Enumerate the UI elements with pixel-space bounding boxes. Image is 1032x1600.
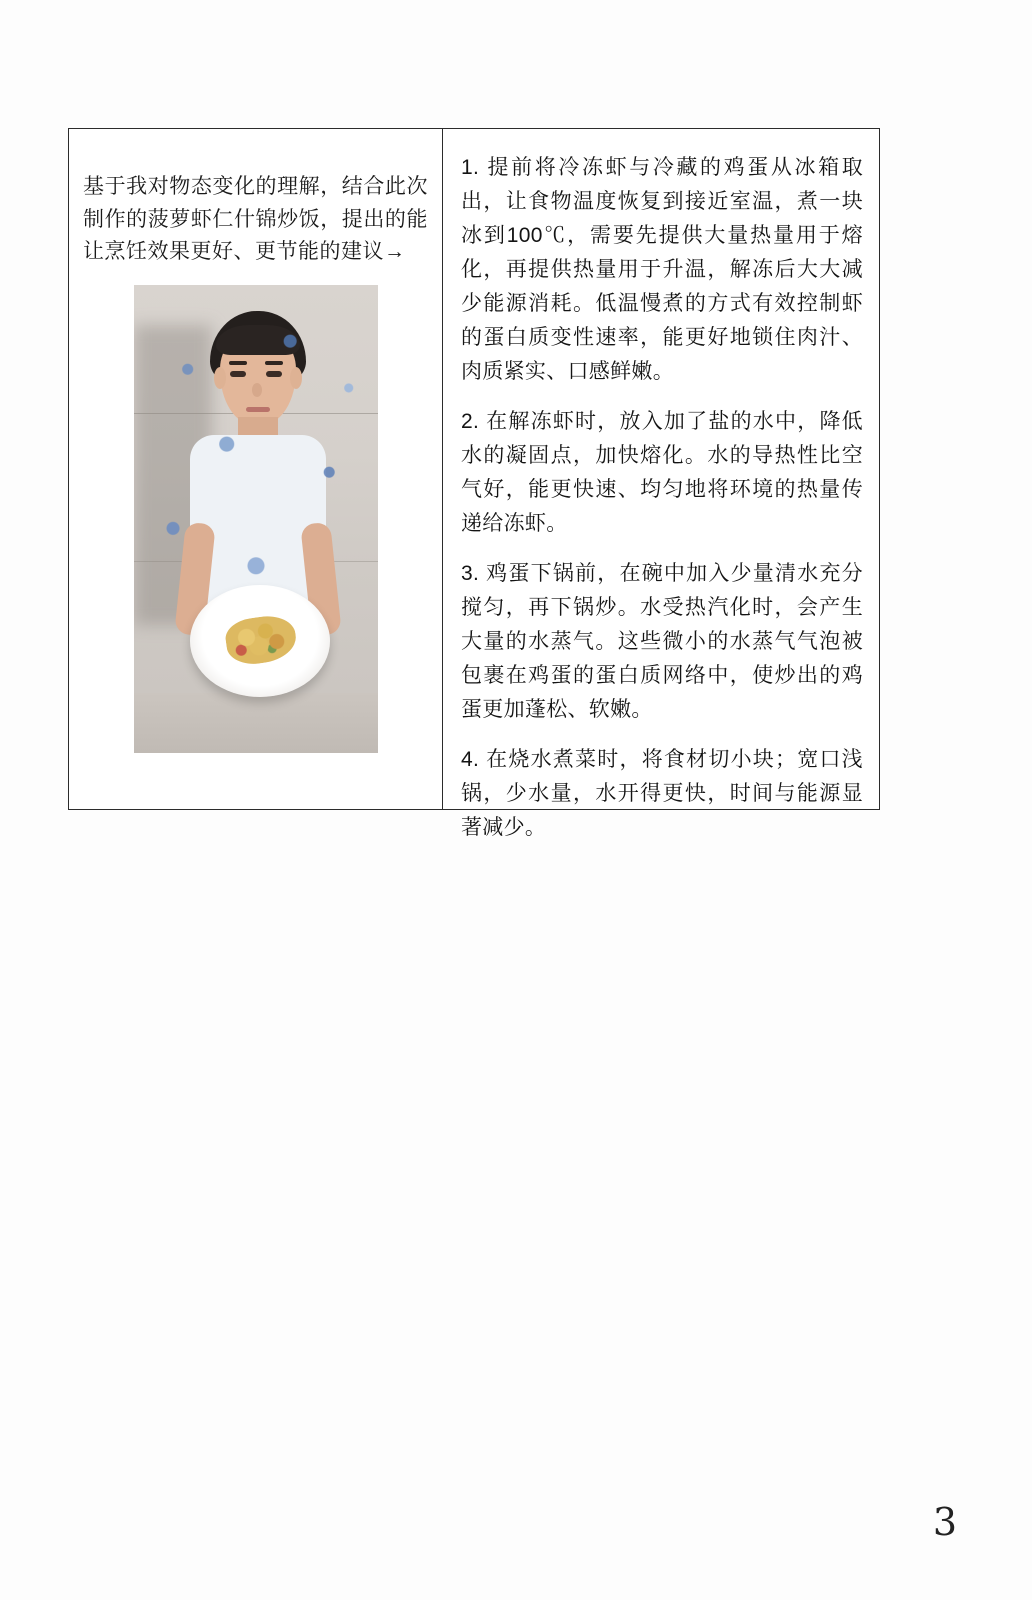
table-cell-left <box>69 129 443 809</box>
content-table <box>68 128 880 840</box>
page-number: 3 <box>932 1500 958 1544</box>
suggestion-paragraph-4: 4. 在烧水煮菜时，将食材切小块；宽口浅锅，少水量，水开得更快，时间与能源显著减少。 <box>461 748 863 840</box>
suggestion-paragraph-3: 3. 鸡蛋下锅前，在碗中加入少量清水充分搅匀，再下锅炒。水受热汽化时，会产生大量的水蒸气。这些微小的水蒸气气泡被包裹在鸡蛋的蛋白质网络中，使炒出的鸡蛋更加蓬松、软嫩。 <box>461 562 863 722</box>
dish-photo <box>134 285 378 753</box>
table-cell-right <box>443 129 879 840</box>
prompt-text: 基于我对物态变化的理解，结合此次制作的菠萝虾仁什锦炒饭，提出的能让烹饪效果更好、更节能的建议→ <box>83 175 428 264</box>
suggestion-paragraph-1: 1. 提前将冷冻虾与冷藏的鸡蛋从冰箱取出，让食物温度恢复到接近室温，煮一块冰到100℃，需要先提供大量热量用于熔化，再提供热量用于升温，解冻后大大减少能源消耗。低温慢煮的方式有效控制虾的蛋白质变性速率，能更好地锁住肉汁、肉质紧实、口感鲜嫩。 <box>461 156 863 384</box>
suggestion-paragraph-2: 2. 在解冻虾时，放入加了盐的水中，降低水的凝固点，加快熔化。水的导热性比空气好，能更快速、均匀地将环境的热量传递给冻虾。 <box>461 410 863 536</box>
photo-content <box>134 285 378 753</box>
